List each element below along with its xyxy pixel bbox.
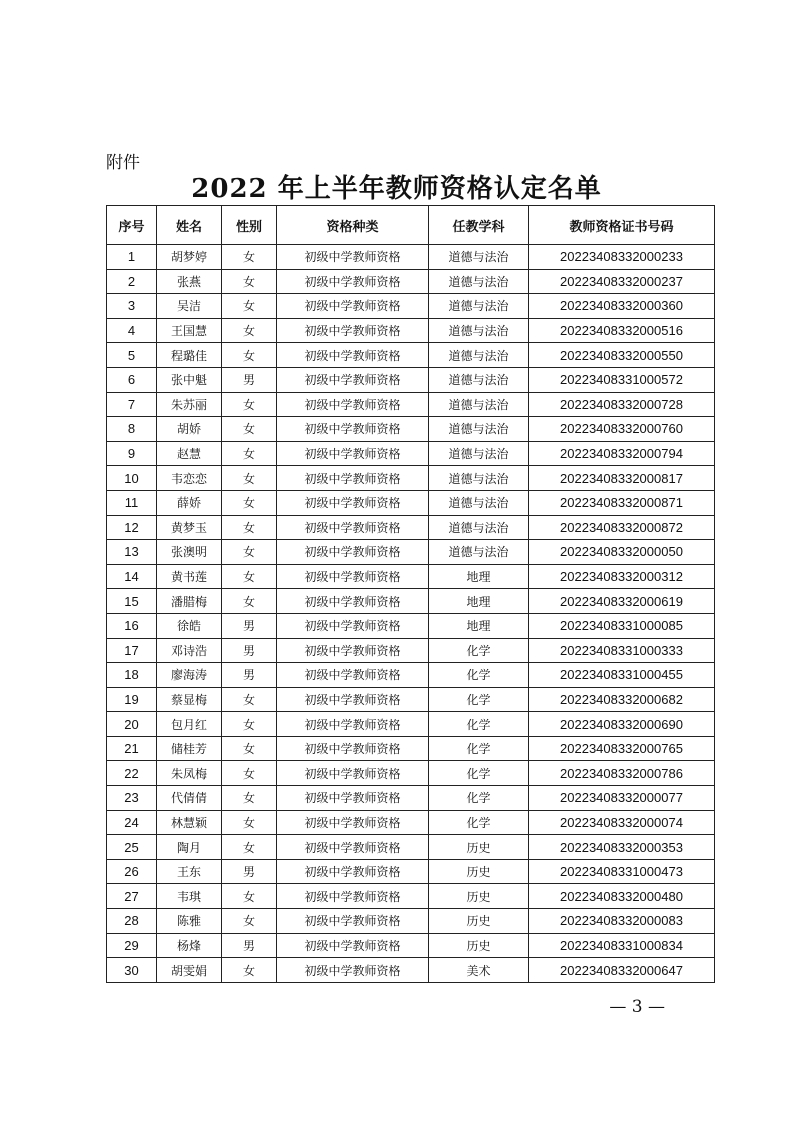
cell-qualification: 初级中学教师资格 [277,417,429,442]
cell-name: 黄梦玉 [157,515,222,540]
cell-name: 张澳明 [157,540,222,565]
cell-name: 王东 [157,859,222,884]
table-row [107,933,715,958]
cell-gender: 女 [222,884,277,909]
cell-name: 储桂芳 [157,736,222,761]
cell-subject: 道德与法治 [429,392,529,417]
cell-subject: 道德与法治 [429,540,529,565]
cell-index: 25 [107,835,157,860]
cell-name: 赵慧 [157,441,222,466]
table-header [107,206,715,245]
table-body [107,245,715,983]
cell-gender: 男 [222,613,277,638]
cell-certificate-no: 20223408331000333 [529,638,715,663]
cell-certificate-no: 20223408332000682 [529,687,715,712]
cell-certificate-no: 20223408332000312 [529,564,715,589]
header-row [107,206,715,245]
cell-gender: 女 [222,909,277,934]
cell-qualification: 初级中学教师资格 [277,786,429,811]
cell-gender: 女 [222,294,277,319]
cell-qualification: 初级中学教师资格 [277,515,429,540]
cell-qualification: 初级中学教师资格 [277,613,429,638]
table-row [107,810,715,835]
table-row [107,909,715,934]
cell-index: 9 [107,441,157,466]
cell-qualification: 初级中学教师资格 [277,909,429,934]
cell-subject: 道德与法治 [429,441,529,466]
cell-name: 胡雯娟 [157,958,222,983]
table-row [107,367,715,392]
teacher-roster-table [106,205,715,983]
table-row [107,515,715,540]
table-row [107,589,715,614]
cell-qualification: 初级中学教师资格 [277,564,429,589]
cell-subject: 道德与法治 [429,515,529,540]
cell-qualification: 初级中学教师资格 [277,392,429,417]
cell-certificate-no: 20223408332000077 [529,786,715,811]
cell-certificate-no: 20223408332000550 [529,343,715,368]
cell-certificate-no: 20223408331000085 [529,613,715,638]
table-row [107,294,715,319]
cell-gender: 女 [222,810,277,835]
col-header-gender: 性别 [222,206,277,245]
cell-gender: 女 [222,343,277,368]
cell-gender: 女 [222,490,277,515]
cell-subject: 道德与法治 [429,343,529,368]
cell-index: 11 [107,490,157,515]
cell-subject: 化学 [429,638,529,663]
cell-certificate-no: 20223408332000074 [529,810,715,835]
cell-name: 廖海涛 [157,663,222,688]
cell-certificate-no: 20223408332000794 [529,441,715,466]
table-row [107,786,715,811]
cell-name: 陈雅 [157,909,222,934]
cell-qualification: 初级中学教师资格 [277,367,429,392]
cell-qualification: 初级中学教师资格 [277,687,429,712]
cell-subject: 道德与法治 [429,490,529,515]
cell-index: 22 [107,761,157,786]
page-number: — 3 — [609,997,665,1017]
cell-certificate-no: 20223408331000834 [529,933,715,958]
col-header-certificate-no: 教师资格证书号码 [529,206,715,245]
table-row [107,613,715,638]
cell-qualification: 初级中学教师资格 [277,761,429,786]
cell-subject: 历史 [429,859,529,884]
cell-gender: 女 [222,712,277,737]
cell-qualification: 初级中学教师资格 [277,810,429,835]
cell-certificate-no: 20223408332000050 [529,540,715,565]
cell-gender: 女 [222,392,277,417]
cell-subject: 地理 [429,589,529,614]
cell-qualification: 初级中学教师资格 [277,638,429,663]
table-row [107,441,715,466]
cell-certificate-no: 20223408332000516 [529,318,715,343]
table-row [107,761,715,786]
cell-subject: 道德与法治 [429,269,529,294]
cell-index: 27 [107,884,157,909]
cell-gender: 女 [222,466,277,491]
cell-qualification: 初级中学教师资格 [277,490,429,515]
cell-qualification: 初级中学教师资格 [277,466,429,491]
cell-subject: 道德与法治 [429,367,529,392]
attachment-label: 附件 [106,153,140,173]
table-row [107,712,715,737]
cell-certificate-no: 20223408332000353 [529,835,715,860]
cell-subject: 地理 [429,564,529,589]
table-row [107,638,715,663]
cell-gender: 女 [222,835,277,860]
cell-certificate-no: 20223408331000473 [529,859,715,884]
cell-subject: 化学 [429,761,529,786]
cell-gender: 女 [222,417,277,442]
cell-index: 12 [107,515,157,540]
cell-certificate-no: 20223408332000872 [529,515,715,540]
table-row [107,835,715,860]
cell-name: 朱苏丽 [157,392,222,417]
cell-gender: 女 [222,589,277,614]
table-row [107,958,715,983]
cell-index: 21 [107,736,157,761]
cell-qualification: 初级中学教师资格 [277,294,429,319]
cell-name: 徐皓 [157,613,222,638]
cell-subject: 历史 [429,835,529,860]
cell-index: 28 [107,909,157,934]
cell-index: 15 [107,589,157,614]
cell-qualification: 初级中学教师资格 [277,540,429,565]
cell-qualification: 初级中学教师资格 [277,712,429,737]
cell-index: 10 [107,466,157,491]
cell-index: 7 [107,392,157,417]
table-row [107,564,715,589]
cell-index: 5 [107,343,157,368]
cell-subject: 化学 [429,736,529,761]
cell-gender: 男 [222,859,277,884]
cell-qualification: 初级中学教师资格 [277,245,429,270]
cell-name: 邓诗浩 [157,638,222,663]
cell-index: 26 [107,859,157,884]
cell-name: 杨烽 [157,933,222,958]
cell-certificate-no: 20223408332000647 [529,958,715,983]
cell-qualification: 初级中学教师资格 [277,589,429,614]
cell-gender: 女 [222,564,277,589]
cell-qualification: 初级中学教师资格 [277,835,429,860]
cell-name: 王国慧 [157,318,222,343]
cell-index: 4 [107,318,157,343]
table-row [107,417,715,442]
cell-index: 17 [107,638,157,663]
cell-name: 张燕 [157,269,222,294]
cell-subject: 化学 [429,712,529,737]
cell-index: 2 [107,269,157,294]
cell-index: 18 [107,663,157,688]
cell-index: 8 [107,417,157,442]
cell-subject: 历史 [429,884,529,909]
cell-qualification: 初级中学教师资格 [277,933,429,958]
table-row [107,269,715,294]
cell-certificate-no: 20223408332000237 [529,269,715,294]
cell-certificate-no: 20223408332000786 [529,761,715,786]
cell-subject: 道德与法治 [429,294,529,319]
cell-index: 29 [107,933,157,958]
cell-subject: 化学 [429,687,529,712]
cell-subject: 历史 [429,933,529,958]
cell-name: 林慧颖 [157,810,222,835]
cell-certificate-no: 20223408332000765 [529,736,715,761]
cell-name: 吴洁 [157,294,222,319]
document-title: 2022 年上半年教师资格认定名单 [191,174,602,204]
cell-gender: 男 [222,663,277,688]
cell-gender: 女 [222,269,277,294]
cell-gender: 女 [222,736,277,761]
cell-subject: 道德与法治 [429,245,529,270]
cell-name: 黄书莲 [157,564,222,589]
cell-subject: 美术 [429,958,529,983]
cell-index: 3 [107,294,157,319]
cell-gender: 女 [222,958,277,983]
col-header-qualification: 资格种类 [277,206,429,245]
col-header-subject: 任教学科 [429,206,529,245]
cell-name: 韦恋恋 [157,466,222,491]
cell-certificate-no: 20223408332000480 [529,884,715,909]
cell-index: 13 [107,540,157,565]
cell-qualification: 初级中学教师资格 [277,736,429,761]
cell-index: 6 [107,367,157,392]
table-row [107,343,715,368]
cell-index: 24 [107,810,157,835]
cell-certificate-no: 20223408332000083 [529,909,715,934]
cell-name: 陶月 [157,835,222,860]
cell-subject: 道德与法治 [429,318,529,343]
cell-qualification: 初级中学教师资格 [277,859,429,884]
cell-qualification: 初级中学教师资格 [277,343,429,368]
cell-subject: 道德与法治 [429,466,529,491]
cell-index: 23 [107,786,157,811]
table-row [107,392,715,417]
cell-gender: 女 [222,441,277,466]
cell-certificate-no: 20223408332000619 [529,589,715,614]
cell-subject: 化学 [429,663,529,688]
cell-certificate-no: 20223408331000572 [529,367,715,392]
table-row [107,859,715,884]
cell-qualification: 初级中学教师资格 [277,269,429,294]
cell-index: 16 [107,613,157,638]
cell-name: 代倩倩 [157,786,222,811]
table-row [107,466,715,491]
cell-certificate-no: 20223408332000760 [529,417,715,442]
cell-gender: 男 [222,638,277,663]
cell-qualification: 初级中学教师资格 [277,441,429,466]
cell-name: 程璐佳 [157,343,222,368]
cell-certificate-no: 20223408332000360 [529,294,715,319]
table-row [107,663,715,688]
cell-subject: 道德与法治 [429,417,529,442]
cell-subject: 地理 [429,613,529,638]
cell-index: 19 [107,687,157,712]
cell-subject: 历史 [429,909,529,934]
cell-gender: 男 [222,933,277,958]
cell-qualification: 初级中学教师资格 [277,884,429,909]
cell-gender: 男 [222,367,277,392]
cell-subject: 化学 [429,810,529,835]
col-header-index: 序号 [107,206,157,245]
cell-qualification: 初级中学教师资格 [277,318,429,343]
cell-gender: 女 [222,786,277,811]
cell-qualification: 初级中学教师资格 [277,958,429,983]
cell-certificate-no: 20223408331000455 [529,663,715,688]
cell-name: 胡梦婷 [157,245,222,270]
cell-name: 胡娇 [157,417,222,442]
cell-index: 1 [107,245,157,270]
cell-index: 20 [107,712,157,737]
cell-name: 张中魁 [157,367,222,392]
cell-name: 潘腊梅 [157,589,222,614]
cell-certificate-no: 20223408332000690 [529,712,715,737]
table-row [107,318,715,343]
cell-gender: 女 [222,515,277,540]
table-row [107,490,715,515]
cell-certificate-no: 20223408332000871 [529,490,715,515]
cell-certificate-no: 20223408332000817 [529,466,715,491]
table-row [107,884,715,909]
cell-gender: 女 [222,761,277,786]
cell-gender: 女 [222,318,277,343]
col-header-name: 姓名 [157,206,222,245]
cell-certificate-no: 20223408332000233 [529,245,715,270]
cell-qualification: 初级中学教师资格 [277,663,429,688]
cell-index: 14 [107,564,157,589]
cell-gender: 女 [222,540,277,565]
table-row [107,245,715,270]
cell-index: 30 [107,958,157,983]
cell-name: 薛娇 [157,490,222,515]
cell-gender: 女 [222,245,277,270]
cell-name: 朱凤梅 [157,761,222,786]
cell-name: 韦琪 [157,884,222,909]
table-row [107,736,715,761]
cell-name: 蔡显梅 [157,687,222,712]
table-row [107,540,715,565]
cell-subject: 化学 [429,786,529,811]
cell-name: 包月红 [157,712,222,737]
table-row [107,687,715,712]
cell-certificate-no: 20223408332000728 [529,392,715,417]
cell-gender: 女 [222,687,277,712]
